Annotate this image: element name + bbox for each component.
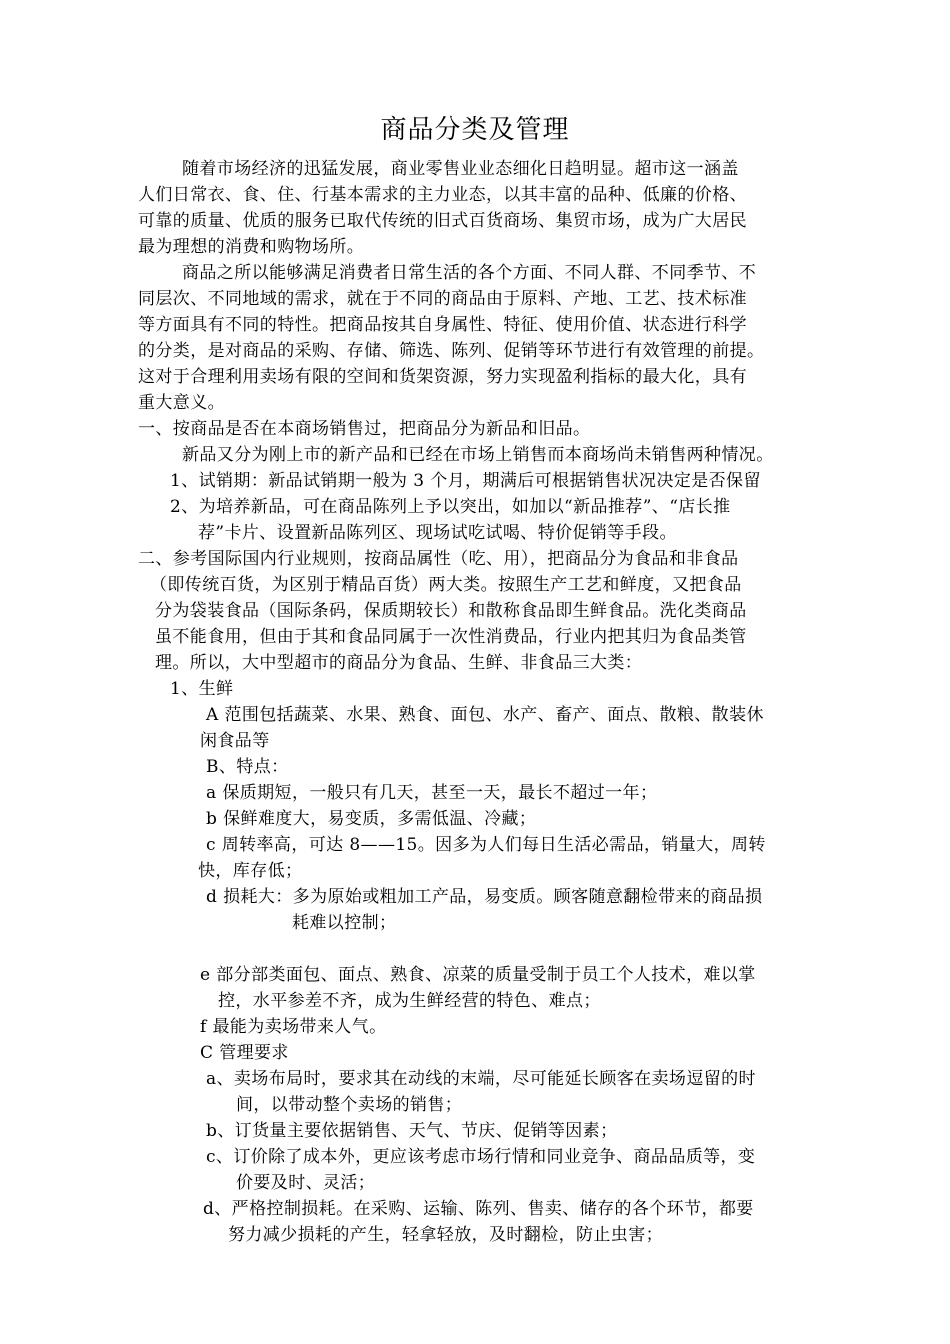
list-item: 2、为培养新品，可在商品陈列上予以突出，如加以“新品推荐”、“店长推 — [170, 497, 731, 517]
text-line: 耗难以控制； — [292, 913, 397, 933]
list-item: a、卖场布局时，要求其在动线的末端，尽可能延长顾客在卖场逗留的时 — [206, 1069, 756, 1089]
list-item: e 部分部类面包、面点、熟食、凉菜的质量受制于员工个人技术，难以掌 — [200, 965, 756, 985]
text-line: 同层次、不同地域的需求，就在于不同的商品由于原料、产地、工艺、技术标准 — [138, 289, 747, 309]
list-item: B、特点： — [206, 757, 289, 777]
section-heading: 二、参考国际国内行业规则，按商品属性（吃、用），把商品分为食品和非食品 — [138, 549, 739, 569]
text-line: 新品又分为刚上市的新产品和已经在市场上销售而本商场尚未销售两种情况。 — [182, 445, 774, 465]
text-line: 这对于合理利用卖场有限的空间和货架资源，努力实现盈利指标的最大化，具有 — [138, 367, 747, 387]
text-line: 间，以带动整个卖场的销售； — [236, 1095, 463, 1115]
list-item: d、严格控制损耗。在采购、运输、陈列、售卖、储存的各个环节，都要 — [203, 1199, 754, 1219]
text-line: （即传统百货，为区别于精品百货）两大类。按照生产工艺和鲜度，又把食品 — [150, 575, 742, 595]
list-item: 1、生鲜 — [170, 679, 234, 699]
text-line: 价要及时、灵活； — [236, 1173, 376, 1193]
list-item: a 保质期短，一般只有几天，甚至一天，最长不超过一年； — [206, 783, 658, 803]
text-line: 分为袋装食品（国际条码，保质期较长）和散称食品即生鲜食品。洗化类商品 — [155, 601, 747, 621]
list-item: c、订价除了成本外，更应该考虑市场行情和同业竞争、商品品质等，变 — [206, 1147, 756, 1167]
text-line: 人们日常衣、食、住、行基本需求的主力业态，以其丰富的品种、低廉的价格、 — [138, 185, 747, 205]
text-line: 控，水平参差不齐，成为生鲜经营的特色、难点； — [218, 991, 601, 1011]
list-item: C 管理要求 — [200, 1043, 289, 1063]
text-line: 的分类，是对商品的采购、存储、筛选、陈列、促销等环节进行有效管理的前提。 — [138, 341, 765, 361]
list-item: b、订货量主要依据销售、天气、节庆、促销等因素； — [206, 1121, 618, 1141]
list-item: A 范围包括蔬菜、水果、熟食、面包、水产、畜产、面点、散粮、散装休 — [206, 705, 764, 725]
text-line: 虽不能食用，但由于其和食品同属于一次性消费品，行业内把其归为食品类管 — [155, 627, 747, 647]
text-line: 快，库存低； — [198, 861, 303, 881]
text-line: 努力减少损耗的产生，轻拿轻放，及时翻检，防止虫害； — [228, 1225, 663, 1245]
text-line: 商品之所以能够满足消费者日常生活的各个方面、不同人群、不同季节、不 — [182, 263, 757, 283]
text-line: 随着市场经济的迅猛发展，商业零售业业态细化日趋明显。超市这一涵盖 — [182, 159, 739, 179]
text-line: 等方面具有不同的特性。把商品按其自身属性、特征、使用价值、状态进行科学 — [138, 315, 747, 335]
text-line: 闲食品等 — [200, 731, 270, 751]
text-line: 荐”卡片、设置新品陈列区、现场试吃试喝、特价促销等手段。 — [198, 523, 677, 543]
list-item: 1、试销期：新品试销期一般为 3 个月，期满后可根据销售状况决定是否保留 — [170, 471, 761, 491]
text-line: 重大意义。 — [138, 393, 225, 413]
list-item: b 保鲜难度大，易变质，多需低温、冷藏； — [206, 809, 537, 829]
list-item: f 最能为卖场带来人气。 — [200, 1017, 387, 1037]
document-title: 商品分类及管理 — [380, 115, 570, 145]
list-item: c 周转率高，可达 8——15。因多为人们每日生活必需品，销量大，周转 — [206, 835, 766, 855]
section-heading: 一、按商品是否在本商场销售过，把商品分为新品和旧品。 — [138, 419, 591, 439]
text-line: 最为理想的消费和购物场所。 — [138, 237, 365, 257]
list-item: d 损耗大：多为原始或粗加工产品，易变质。顾客随意翻检带来的商品损 — [206, 887, 763, 907]
text-line: 理。所以，大中型超市的商品分为食品、生鲜、非食品三大类： — [155, 653, 643, 673]
text-line: 可靠的质量、优质的服务已取代传统的旧式百货商场、集贸市场，成为广大居民 — [138, 211, 747, 231]
